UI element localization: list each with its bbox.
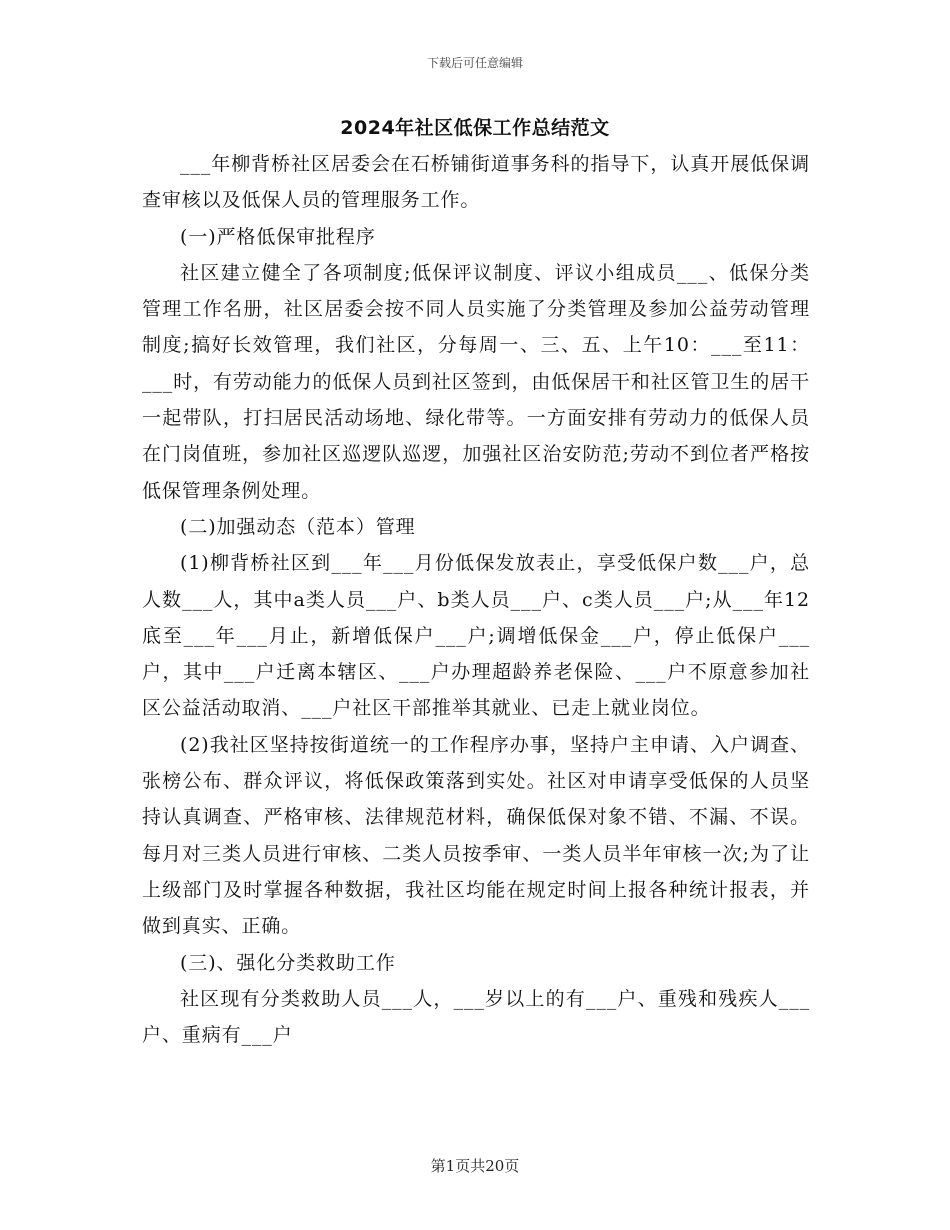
section-heading-3: (三)、强化分类救助工作 [180, 951, 396, 974]
paragraph-procedure: (2)我社区坚持按街道统一的工作程序办事，坚持户主申请、入户调查、张榜公布、群众评议，将低保政策落到实处。社区对申请享受低保的人员坚持认真调查、严格审核、法律规范材料，确保低保对象不错、不漏、不误。每月对三类人员进行审核、二类人员按季审、一类人员半年审核一次;为了让上级部门及时掌握各种数据，我社区均能在规定时间上报各种统计报表，并做到真实、正确。 [142, 733, 810, 938]
document-body [142, 146, 810, 1053]
paragraph-intro: ___年柳背桥社区居委会在石桥铺街道事务科的指导下，认真开展低保调查审核以及低保人员的管理服务工作。 [142, 153, 810, 212]
page-header-note: 下载后可任意编辑 [426, 56, 523, 70]
paragraph-system: 社区建立健全了各项制度;低保评议制度、评议小组成员___、低保分类管理工作名册，社区居委会按不同人员实施了分类管理及参加公益劳动管理制度;搞好长效管理，我们社区，分每周一、三、五、上午10：___至11：___时，有劳动能力的低保人员到社区签到，由低保居干和社区管卫生的居干一起带队，打扫居民活动场地、绿化带等。一方面安排有劳动力的低保人员在门岗值班，参加社区巡逻队巡逻，加强社区治安防范;劳动不到位者严格按低保管理条例处理。 [142, 261, 811, 502]
section-heading-2: (二)加强动态（范本）管理 [180, 515, 416, 538]
page-number: 第1页共20页 [430, 1157, 520, 1175]
section-heading-1: (一)严格低保审批程序 [180, 225, 376, 248]
paragraph-statistics: (1)柳背桥社区到___年___月份低保发放表止，享受低保户数___户，总人数___人，其中a类人员___户、b类人员___户、c类人员___户;从___年12底至___年___月止，新增低保户___户;调增低保金___户，停止低保户___户，其中___户迁离本辖区、___户办理超龄养老保险、___户不原意参加社区公益活动取消、___户社区干部推举其就业、已走上就业岗位。 [142, 552, 810, 720]
document-title: 2024年社区低保工作总结范文 [340, 117, 610, 139]
paragraph-assistance: 社区现有分类救助人员___人，___岁以上的有___户、重残和残疾人___户、重病有___户 [142, 987, 810, 1047]
